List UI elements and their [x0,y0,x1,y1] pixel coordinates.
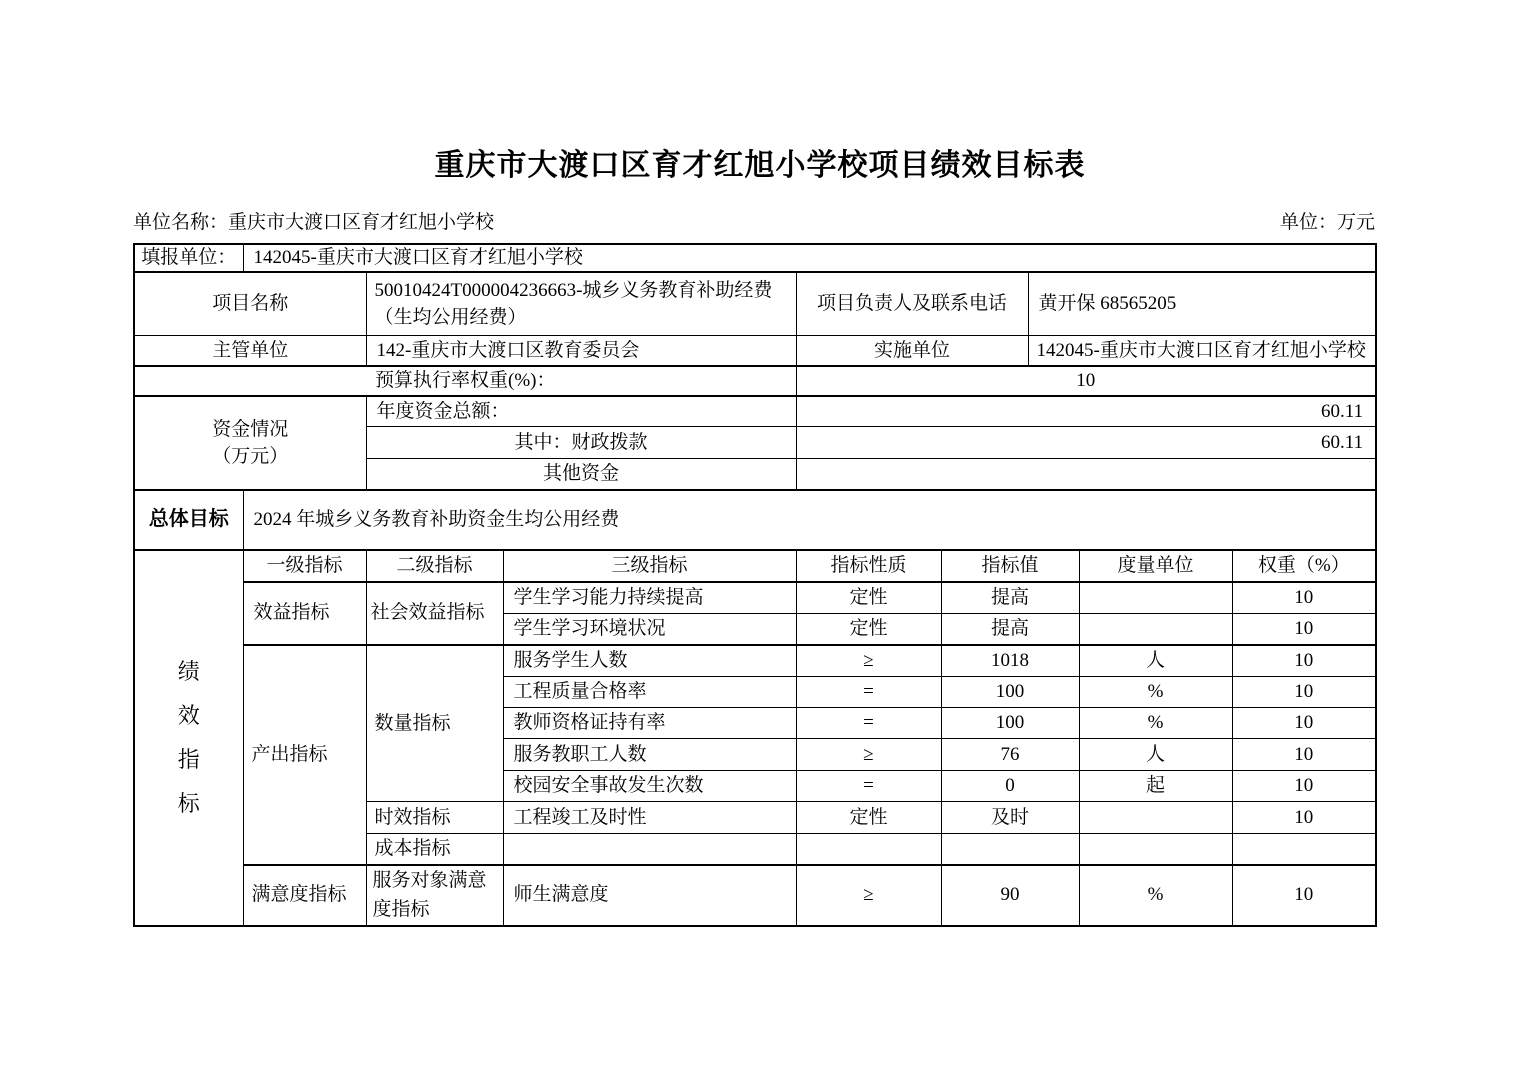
filler-unit-value: 142045-重庆市大渡口区育才红旭小学校 [243,244,1376,272]
indicator-nature: 定性 [796,802,941,834]
supervisor-label: 主管单位 [134,336,366,366]
filler-unit-label: 填报单位： [134,244,243,272]
funds-label-line2: （万元） [212,445,289,467]
indicator-value: 提高 [941,614,1079,645]
indicator-name: 师生满意度 [503,865,796,926]
page-title: 重庆市大渡口区育才红旭小学校项目绩效目标表 [434,149,1086,182]
meta-row [133,212,1375,234]
overall-goal-value: 2024 年城乡义务教育补助资金生均公用经费 [243,490,1376,550]
indicator-weight: 10 [1232,802,1376,834]
level1-satisfaction: 满意度指标 [243,865,366,926]
indicator-nature: = [796,708,941,739]
indicator-name: 校园安全事故发生次数 [503,771,796,802]
indicator-name: 教师资格证持有率 [503,708,796,739]
indicator-weight: 10 [1232,865,1376,926]
indicator-header-row [134,550,1376,582]
indicator-value: 及时 [941,802,1079,834]
indicator-weight: 10 [1232,708,1376,739]
indicator-nature [796,834,941,865]
indicator-unit: 人 [1079,739,1232,771]
indicator-weight [1232,834,1376,865]
funds-section-label [134,396,366,490]
indicator-value: 提高 [941,582,1079,614]
indicator-nature: ≥ [796,865,941,926]
contact-value: 黄开保 68565205 [1028,272,1376,336]
indicator-unit: 人 [1079,645,1232,677]
supervisor-value: 142-重庆市大渡口区教育委员会 [366,336,796,366]
indicator-value: 76 [941,739,1079,771]
table-row [134,396,1376,427]
header-level1: 一级指标 [243,550,366,582]
currency-unit-label: 单位：万元 [1279,212,1375,233]
funds-label-line1: 资金情况 [212,418,289,440]
unit-name-label: 单位名称：重庆市大渡口区育才红旭小学校 [133,212,495,233]
header-nature: 指标性质 [796,550,941,582]
indicator-name: 工程竣工及时性 [503,802,796,834]
indicator-unit [1079,582,1232,614]
indicator-nature: ≥ [796,739,941,771]
indicator-unit: % [1079,677,1232,708]
table-row [134,490,1376,550]
table-row [134,366,1376,396]
indicator-value: 1018 [941,645,1079,677]
header-value: 指标值 [941,550,1079,582]
table-row [134,336,1376,366]
level2-social-benefit: 社会效益指标 [366,582,503,645]
level2-cost: 成本指标 [366,834,503,865]
project-name-line2: （生均公用经费） [374,306,527,328]
indicator-nature: = [796,677,941,708]
level2-timeliness: 时效指标 [366,802,503,834]
indicator-name: 学生学习能力持续提高 [503,582,796,614]
project-name-label: 项目名称 [134,272,366,336]
funds-fiscal-label: 其中：财政拨款 [366,427,796,459]
indicator-nature: ≥ [796,645,941,677]
indicator-unit: % [1079,708,1232,739]
indicator-weight: 10 [1232,677,1376,708]
indicator-weight: 10 [1232,645,1376,677]
level1-output: 产出指标 [243,645,366,865]
indicator-row [134,865,1376,926]
indicator-value: 90 [941,865,1079,926]
indicator-unit [1079,834,1232,865]
indicator-name [503,834,796,865]
header-unit: 度量单位 [1079,550,1232,582]
level2-quantity: 数量指标 [366,645,503,802]
indicator-unit: 起 [1079,771,1232,802]
indicator-row [134,582,1376,614]
funds-total-label: 年度资金总额： [366,396,796,427]
indicator-unit [1079,802,1232,834]
table-row [134,272,1376,336]
indicator-value: 0 [941,771,1079,802]
indicator-weight: 10 [1232,582,1376,614]
table-row [134,244,1376,272]
indicator-nature: 定性 [796,614,941,645]
indicator-value [941,834,1079,865]
budget-rate-label: 预算执行率权重(%)： [134,366,796,396]
performance-target-table [133,243,1377,927]
level2-service-target-satisfaction: 服务对象满意度指标 [366,865,503,926]
indicator-nature: 定性 [796,582,941,614]
funds-total-value: 60.11 [796,396,1376,427]
funds-other-value [796,459,1376,490]
overall-goal-label: 总体目标 [134,490,243,550]
indicator-value: 100 [941,677,1079,708]
indicator-name: 学生学习环境状况 [503,614,796,645]
indicator-name: 服务学生人数 [503,645,796,677]
header-level3: 三级指标 [503,550,796,582]
project-name-line1: 50010424T000004236663-城乡义务教育补助经费 [374,279,773,301]
indicator-unit: % [1079,865,1232,926]
performance-indicators-side-label: 绩效指标 [134,550,243,926]
header-weight: 权重（%） [1232,550,1376,582]
indicator-name: 工程质量合格率 [503,677,796,708]
header-level2: 二级指标 [366,550,503,582]
indicator-value: 100 [941,708,1079,739]
indicator-name: 服务教职工人数 [503,739,796,771]
budget-rate-value: 10 [796,366,1376,396]
project-name-value [366,272,796,336]
indicator-weight: 10 [1232,771,1376,802]
funds-other-label: 其他资金 [366,459,796,490]
contact-label: 项目负责人及联系电话 [796,272,1028,336]
indicator-row [134,645,1376,677]
funds-fiscal-value: 60.11 [796,427,1376,459]
indicator-unit [1079,614,1232,645]
implementer-label: 实施单位 [796,336,1028,366]
indicator-weight: 10 [1232,614,1376,645]
indicator-weight: 10 [1232,739,1376,771]
indicator-nature: = [796,771,941,802]
level1-benefit: 效益指标 [243,582,366,645]
implementer-value: 142045-重庆市大渡口区育才红旭小学校 [1028,336,1376,366]
